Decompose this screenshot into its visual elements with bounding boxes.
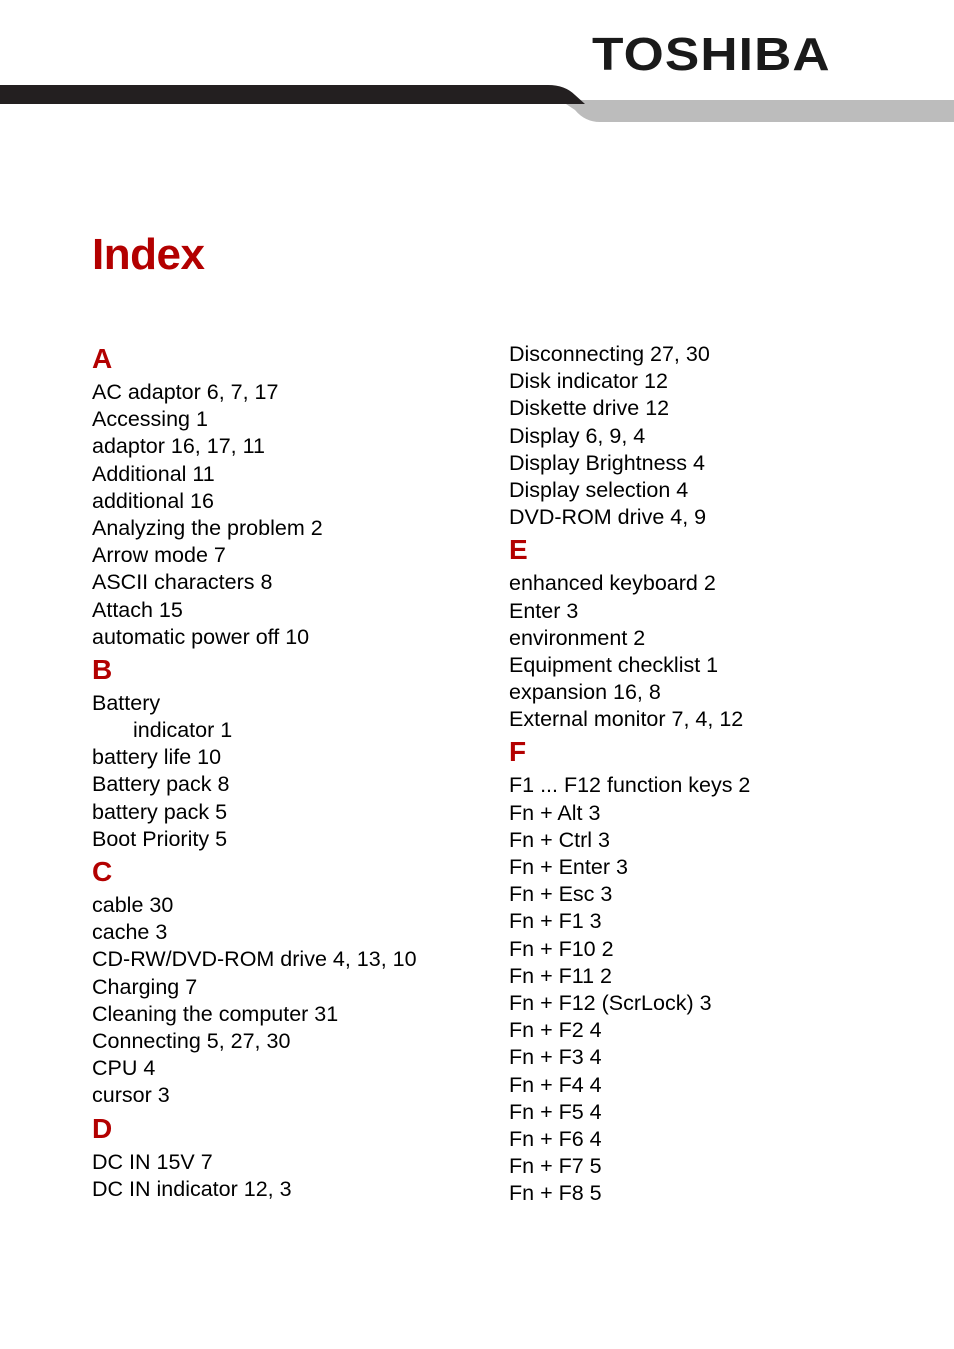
index-entry: Charging 7 [92,974,198,999]
index-entry: additional 16 [92,488,214,513]
index-entry: Arrow mode 7 [92,543,226,568]
index-entry: environment 2 [509,625,646,650]
index-entry: External monitor 7, 4, 12 [509,707,744,732]
index-entry: Connecting 5, 27, 30 [92,1028,291,1053]
index-section-d [92,1114,492,1203]
index-entry: battery life 10 [92,745,222,770]
index-entry: Fn + F5 4 [509,1099,602,1124]
index-entry: ASCII characters 8 [92,570,273,595]
index-entry: battery pack 5 [92,799,228,824]
index-entry: DC IN 15V 7 [92,1149,213,1174]
index-entry: AC adaptor 6, 7, 17 [92,380,279,404]
index-entry: Fn + F3 4 [509,1045,602,1070]
index-entry: adaptor 16, 17, 11 [92,434,265,459]
index-entry: Battery pack 8 [92,772,230,797]
index-entry: Diskette drive 12 [509,396,670,421]
index-column-right [509,341,929,1207]
index-entry: F1 ... F12 function keys 2 [509,773,751,798]
index-entry: Fn + F6 4 [509,1126,602,1151]
index-entry: Fn + Esc 3 [509,882,613,907]
index-entry: Display selection 4 [509,477,689,502]
section-letter: D [92,1112,113,1144]
index-entry: Fn + F8 5 [509,1181,602,1206]
header-band-dark [0,85,585,104]
index-entry: Fn + F12 (ScrLock) 3 [509,990,712,1015]
section-letter: B [92,653,113,685]
index-section-continued [509,341,929,531]
index-entry: Fn + F2 4 [509,1018,602,1043]
header-band [0,80,954,130]
index-entry: CD-RW/DVD-ROM drive 4, 13, 10 [92,947,417,972]
index-entry: Boot Priority 5 [92,826,228,851]
index-subentry: indicator 1 [133,718,233,743]
index-entry: Fn + F7 5 [509,1154,602,1179]
index-entry: Fn + F4 4 [509,1072,602,1097]
index-entry: cache 3 [92,920,168,945]
index-entry: Fn + Alt 3 [509,800,601,825]
index-entry: Accessing 1 [92,407,208,432]
index-entry: Fn + Ctrl 3 [509,827,610,852]
index-entry: Display Brightness 4 [509,450,705,475]
index-entry: Display 6, 9, 4 [509,423,646,448]
index-entry: Fn + F11 2 [509,963,612,988]
index-entry: Additional 11 [92,461,215,486]
index-entry: Enter 3 [509,598,579,623]
index-entry: enhanced keyboard 2 [509,571,716,596]
section-letter: F [509,736,527,768]
section-letter: A [92,343,113,374]
page-title: Index [92,230,205,279]
index-section-a [92,344,492,651]
index-column-left [92,341,492,1203]
index-section-f [509,737,929,1207]
header-band-light [560,100,954,122]
index-entry: Disk indicator 12 [509,369,668,394]
section-letter: C [92,856,113,887]
section-letter: E [509,534,528,566]
index-entry: Attach 15 [92,597,183,622]
index-entry: Fn + F10 2 [509,936,614,961]
index-section-e [509,535,929,733]
toshiba-logo: TOSHIBA [592,28,831,80]
index-entry: Disconnecting 27, 30 [509,342,710,366]
index-section-c [92,857,492,1110]
index-entry: Fn + Enter 3 [509,855,628,879]
index-entry: DVD-ROM drive 4, 9 [509,505,707,530]
index-entry: Cleaning the computer 31 [92,1001,339,1026]
index-entry: Battery [92,690,161,715]
index-entry: DC IN indicator 12, 3 [92,1176,292,1201]
index-entry: automatic power off 10 [92,624,310,649]
index-entry: CPU 4 [92,1056,156,1081]
index-entry: Fn + F1 3 [509,909,602,934]
index-section-b [92,655,492,853]
index-entry: Analyzing the problem 2 [92,515,323,540]
index-entry: cable 30 [92,893,174,917]
index-entry: expansion 16, 8 [509,680,661,705]
index-entry: Equipment checklist 1 [509,652,719,677]
index-entry: cursor 3 [92,1083,170,1108]
